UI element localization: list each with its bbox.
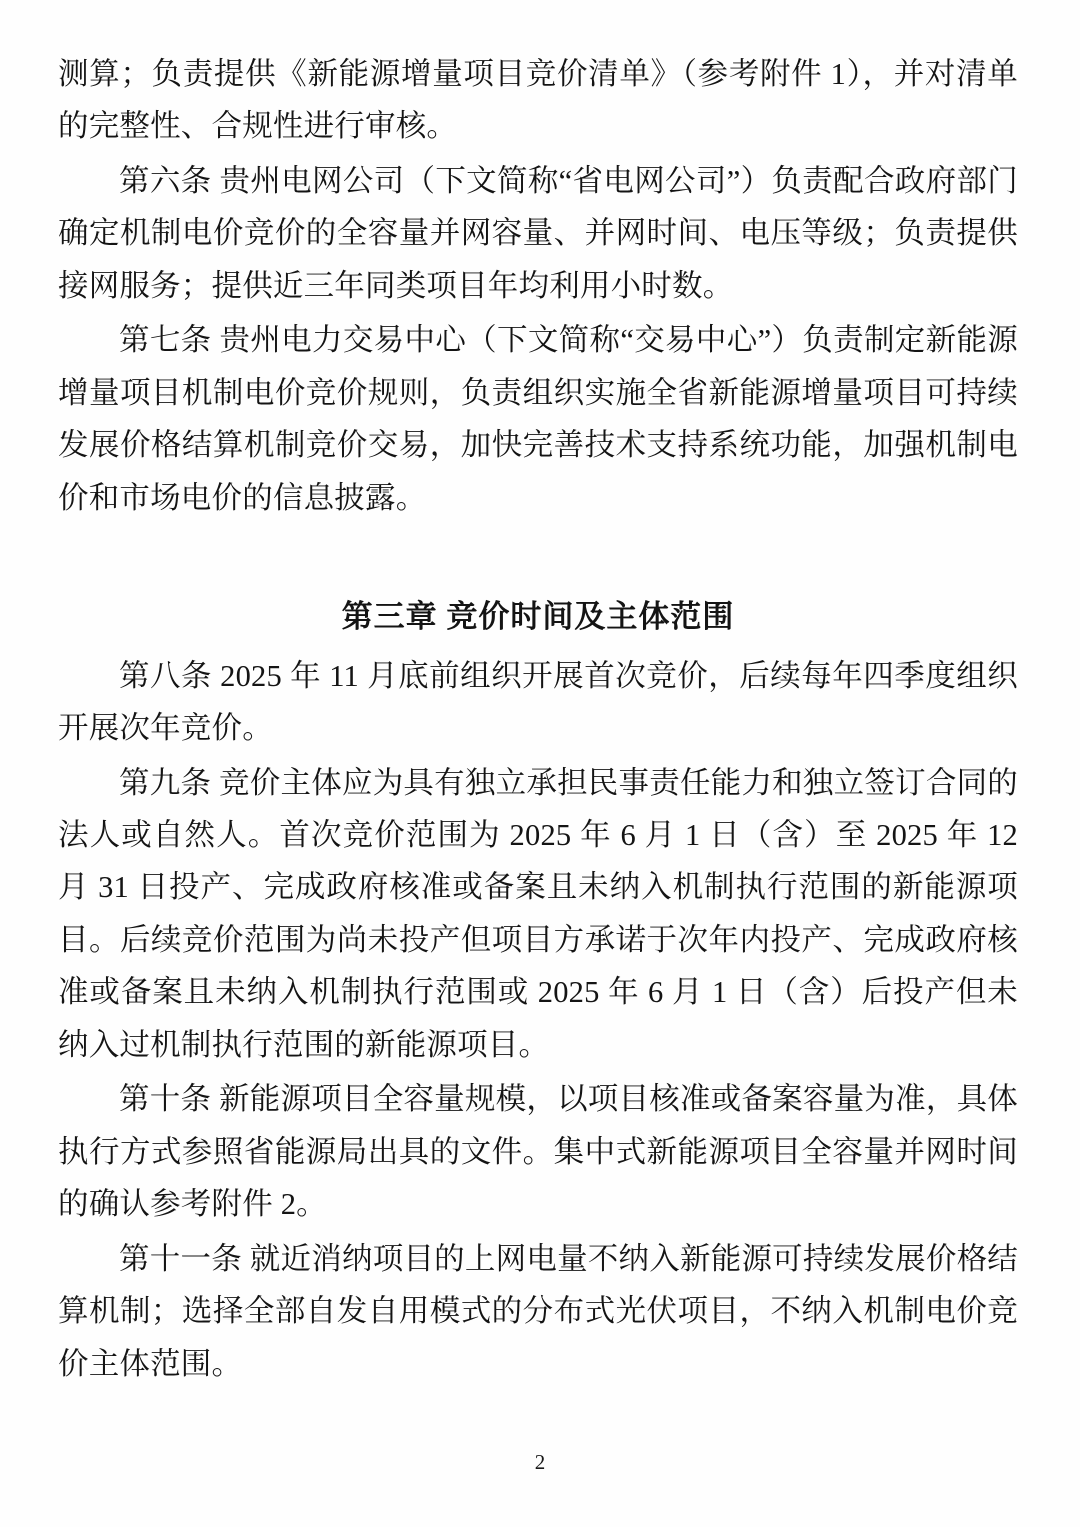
paragraph-article-ten: 第十条 新能源项目全容量规模，以项目核准或备案容量为准，具体执行方式参照省能源局出具的文件。集中式新能源项目全容量并网时间的确认参考附件 2。: [58, 1082, 1018, 1222]
paragraph-article-eight: 第八条 2025 年 11 月底前组织开展首次竞价，后续每年四季度组织开展次年竞价。: [58, 658, 1018, 746]
paragraph-continued-article-five: 测算；负责提供《新能源增量项目竞价清单》（参考附件 1），并对清单的完整性、合规性进行审核。: [58, 57, 1018, 144]
paragraph-article-seven: 第七条 贵州电力交易中心（下文简称“交易中心”）负责制定新能源增量项目机制电价竞价规则，负责组织实施全省新能源增量项目可持续发展价格结算机制竞价交易，加快完善技术支持系统功能，加强机制电价和市场电价的信息披露。: [58, 323, 1018, 515]
document-body: [58, 48, 1018, 1390]
paragraph-article-nine: 第九条 竞价主体应为具有独立承担民事责任能力和独立签订合同的法人或自然人。首次竞价范围为 2025 年 6 月 1 日（含）至 2025 年 12 月 31 日投产、完成政府核准或备案且未纳入机制执行范围的新能源项目。后续竞价范围为尚未投产但项目方承诺于次年内投产、完成政府核准或备案且未纳入机制执行范围或 2025 年 6 月 1 日（含）后投产但未纳入过机制执行范围的新能源项目。: [58, 765, 1018, 1062]
page-number: 2: [534, 1450, 546, 1474]
section-spacer: [58, 526, 1018, 552]
paragraph-article-six: 第六条 贵州电网公司（下文简称“省电网公司”）负责配合政府部门确定机制电价竞价的全容量并网容量、并网时间、电压等级；负责提供接网服务；提供近三年同类项目年均利用小时数。: [58, 163, 1018, 303]
chapter-heading-three: 第三章 竞价时间及主体范围: [341, 599, 735, 635]
paragraph-article-eleven: 第十一条 就近消纳项目的上网电量不纳入新能源可持续发展价格结算机制；选择全部自发自用模式的分布式光伏项目，不纳入机制电价竞价主体范围。: [58, 1241, 1018, 1381]
